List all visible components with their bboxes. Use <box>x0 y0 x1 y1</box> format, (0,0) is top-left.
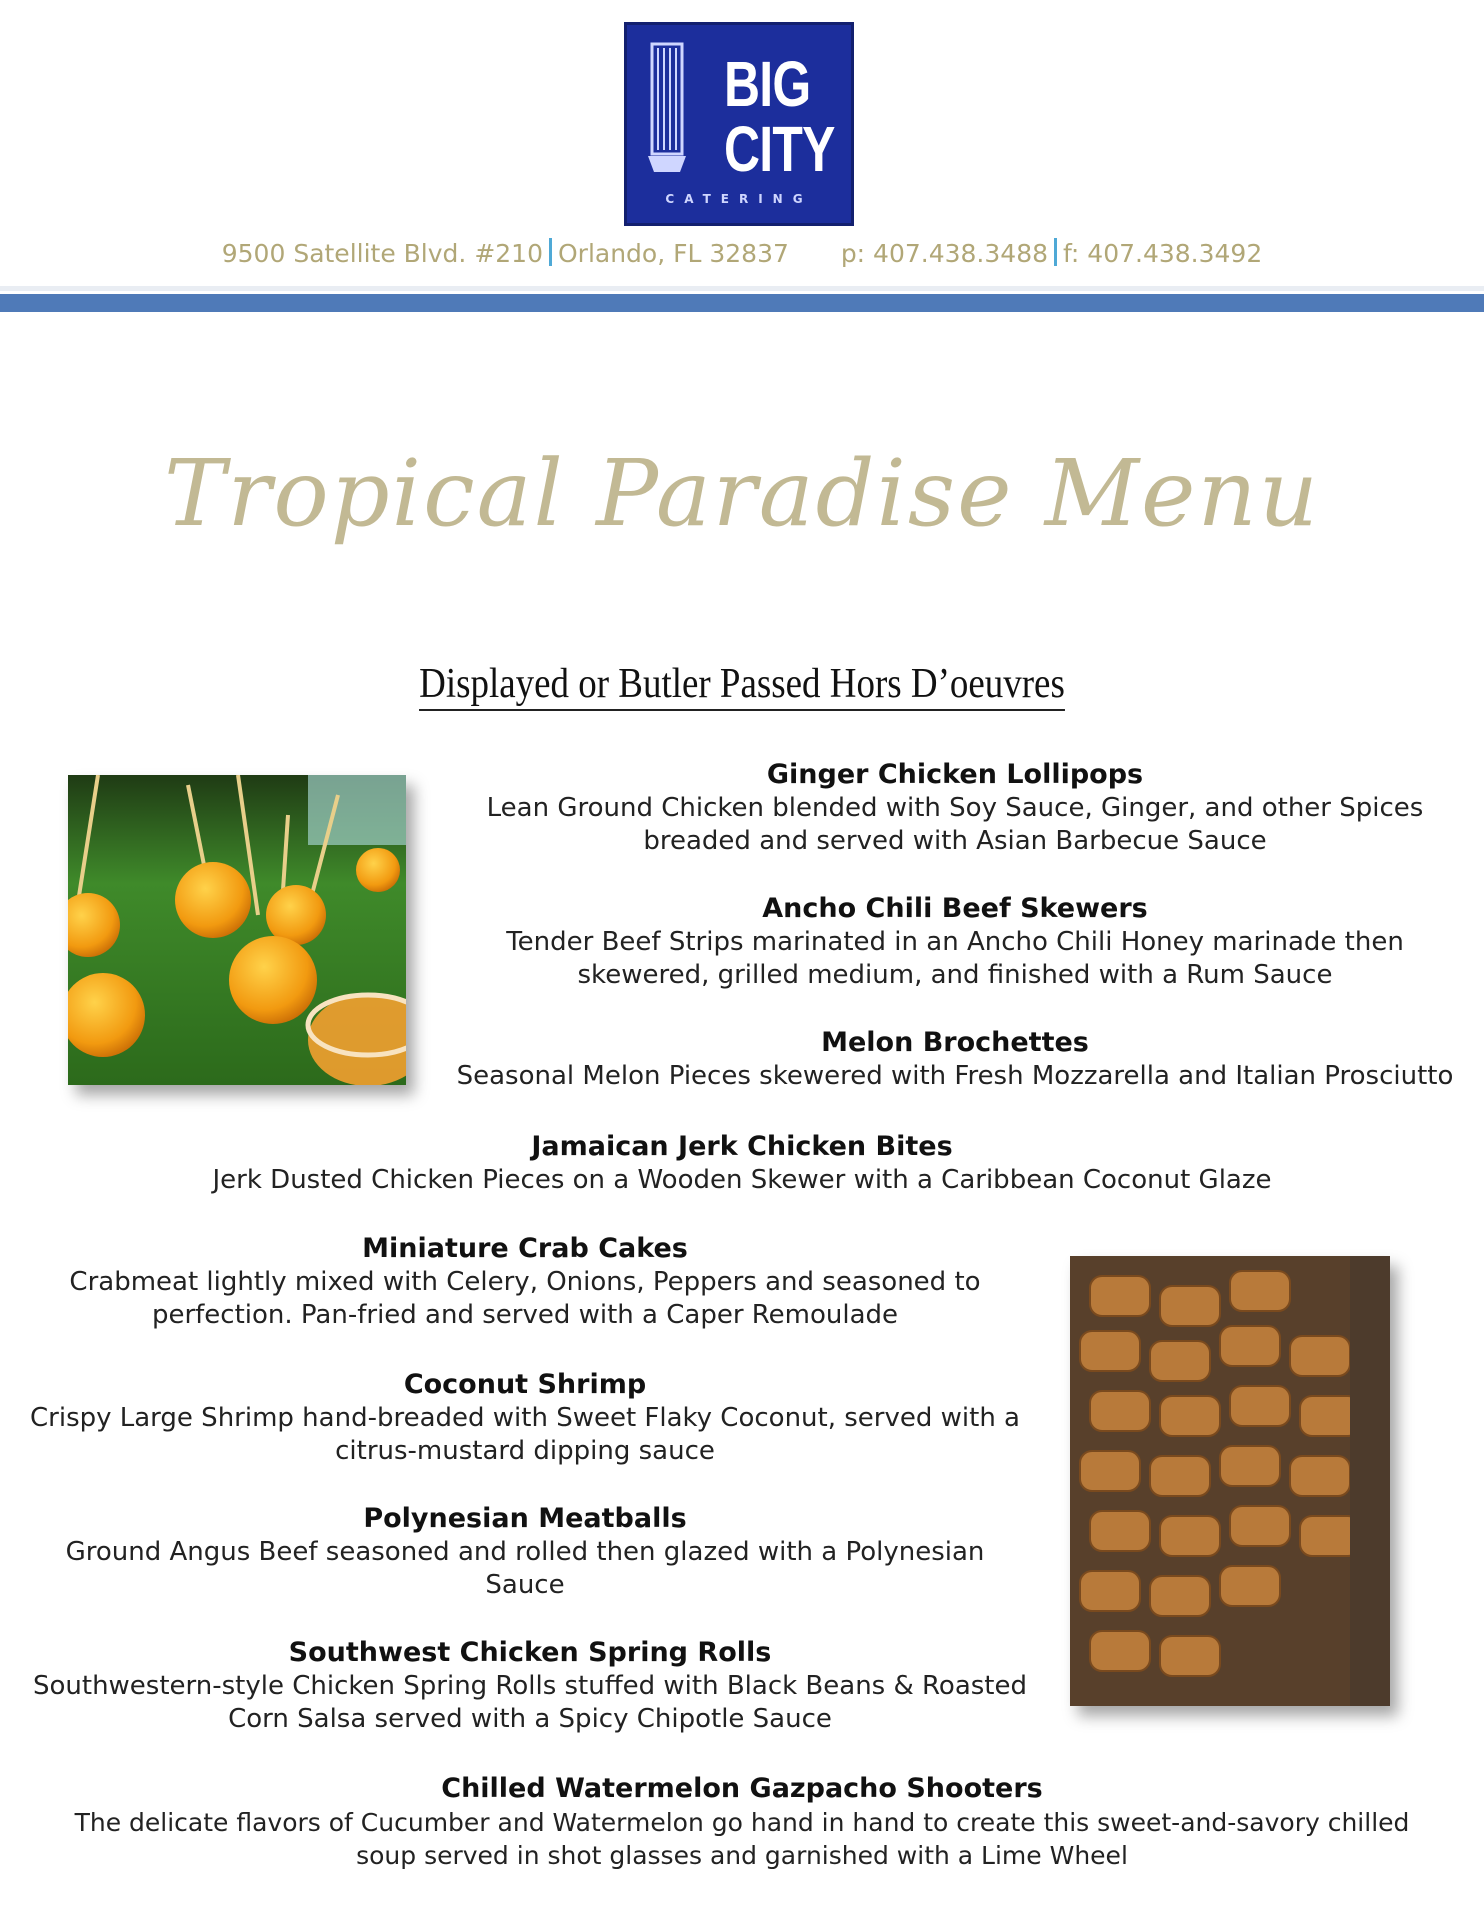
item-desc: skewered, grilled medium, and finished with a Rum Sauce <box>577 960 1333 990</box>
item-name: Melon Brochettes <box>821 1027 1089 1058</box>
item-name: Ginger Chicken Lollipops <box>766 759 1144 790</box>
menu-item <box>20 1368 1030 1468</box>
item-name: Polynesian Meatballs <box>363 1503 687 1534</box>
phone-number: p: 407.438.3488 <box>840 239 1049 268</box>
logo-city: CITY <box>724 113 835 185</box>
city-address: Orlando, FL 32837 <box>557 239 789 268</box>
separator <box>549 238 552 266</box>
menu-item <box>20 1502 1030 1602</box>
menu-item <box>100 1130 1384 1197</box>
item-name: Miniature Crab Cakes <box>362 1233 688 1264</box>
item-name: Ancho Chili Beef Skewers <box>762 893 1148 924</box>
menu-title: Tropical Paradise Menu <box>164 440 1320 547</box>
item-desc: Southwestern-style Chicken Spring Rolls stuffed with Black Beans & Roasted <box>32 1671 1028 1701</box>
tower-icon <box>644 38 694 188</box>
item-desc: Sauce <box>485 1570 565 1600</box>
item-desc: soup served in shot glasses and garnished with a Lime Wheel <box>356 1841 1128 1870</box>
big-city-catering-logo <box>624 22 854 226</box>
item-desc: breaded and served with Asian Barbecue Sauce <box>643 826 1267 856</box>
item-desc: Crabmeat lightly mixed with Celery, Onions, Peppers and seasoned to <box>69 1267 981 1297</box>
street-address: 9500 Satellite Blvd. #210 <box>221 239 543 268</box>
item-desc: Ground Angus Beef seasoned and rolled then glazed with a Polynesian <box>65 1537 985 1567</box>
contact-line <box>0 238 1484 268</box>
item-desc: The delicate flavors of Cucumber and Watermelon go hand in hand to create this sweet-and-savory chilled <box>74 1808 1410 1837</box>
crab-cakes-photo <box>1070 1256 1390 1706</box>
item-desc: citrus-mustard dipping sauce <box>335 1436 715 1466</box>
menu-item <box>460 892 1450 992</box>
logo-catering: CATERING <box>665 192 813 206</box>
item-desc: perfection. Pan-fried and served with a Caper Remoulade <box>151 1300 899 1330</box>
item-name: Jamaican Jerk Chicken Bites <box>531 1131 953 1162</box>
item-desc: Lean Ground Chicken blended with Soy Sauce, Ginger, and other Spices <box>486 793 1424 823</box>
item-desc: Crispy Large Shrimp hand-breaded with Sweet Flaky Coconut, served with a <box>30 1403 1020 1433</box>
menu-item <box>440 1026 1470 1093</box>
item-name: Southwest Chicken Spring Rolls <box>288 1637 772 1668</box>
item-name: Coconut Shrimp <box>403 1369 647 1400</box>
item-desc: Seasonal Melon Pieces skewered with Fresh Mozzarella and Italian Prosciutto <box>456 1061 1454 1091</box>
logo-big: BIG <box>724 48 811 120</box>
header-rule-blue <box>0 294 1484 312</box>
item-desc: Corn Salsa served with a Spicy Chipotle Sauce <box>228 1704 832 1734</box>
menu-item <box>20 1232 1030 1332</box>
separator <box>1054 238 1057 266</box>
item-name: Chilled Watermelon Gazpacho Shooters <box>441 1773 1043 1804</box>
menu-item <box>20 1636 1040 1736</box>
header-rule-light <box>0 286 1484 291</box>
menu-item <box>460 758 1450 858</box>
menu-item <box>20 1772 1464 1872</box>
lollipops-photo <box>68 775 406 1085</box>
item-desc: Tender Beef Strips marinated in an Ancho Chili Honey marinade then <box>506 927 1404 957</box>
fax-number: f: 407.438.3492 <box>1063 239 1263 268</box>
section-title: Displayed or Butler Passed Hors D’oeuvres <box>89 660 1395 708</box>
item-desc: Jerk Dusted Chicken Pieces on a Wooden Skewer with a Caribbean Coconut Glaze <box>212 1165 1272 1195</box>
